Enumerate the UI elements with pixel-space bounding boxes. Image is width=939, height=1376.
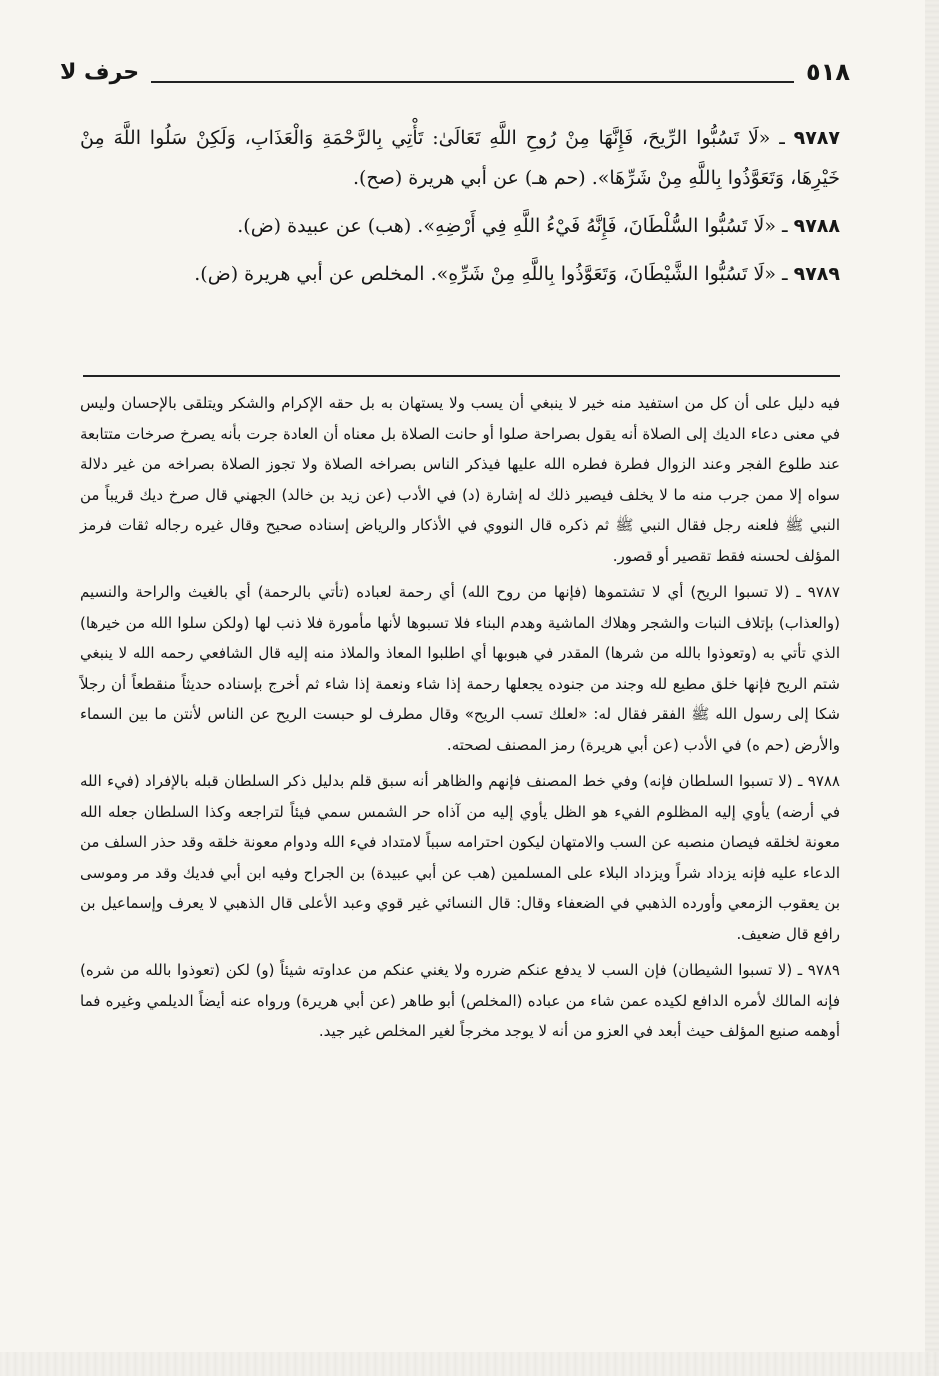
footnote-intro: فيه دليل على أن كل من استفيد منه خير لا ينبغي أن يسب ولا يستهان به بل حقه الإكرام والشكر ويتلقى بالإحسان وليس في معنى دعاء الديك إلى الصلاة أنه يقول بصراحة صلوا أو حانت الصلاة بل معناه أن العادة جرت بأنه يصرخ صرخات متتابعة عند طلوع الفجر وعند الزوال فطرة فطره الله عليها فيذكر الناس بصراخه الصلاة ولا تجوز الصلاة بصراخه من غير دلالة سواه إلا ممن جرب منه ما لا يخلف فيصير ذلك له إشارة (د) في الأدب (عن زيد بن خالد) الجهني قال صرخ ديك قريباً من النبي ﷺ فلعنه رجل فقال النبي ﷺ ثم ذكره قال النووي في الأذكار والرياض إسناده صحيح وقال غيره رجاله ثقات فرمز المؤلف لحسنه فقط تقصير أو قصور. <box>80 394 840 565</box>
hadith-text: ـ «لَا تَسُبُّوا السُّلْطَانَ، فَإِنَّهُ فَيْءُ اللَّهِ فِي أَرْضِهِ». (هب) عن عبيدة (ض). <box>237 215 788 237</box>
page-edge-bottom <box>0 1352 939 1376</box>
hadith-entry <box>80 118 840 198</box>
footnote-9787: ٩٧٨٧ ـ (لا تسبوا الريح) أي لا تشتموها (فإنها من روح الله) أي رحمة لعباده (تأتي بالرحمة) أي بالغيث والراحة والنسيم (والعذاب) بإتلاف النبات والشجر وهلاك الماشية وهدم البناء فلا تسبوها لأنها مأمورة فلا ذنب لها (ولكن سلوا الله من خيرها) الذي تأتي به (وتعوذوا بالله من شرها) المقدر في هبوبها أي اطلبوا المعاذ والملاذ منه إليه قال الشافعي رحمه الله لا ينبغي شتم الريح فإنها خلق مطيع لله وجند من جنوده يجعلها رحمة إذا شاء ونعمة إذا شاء ثم أخرج بإسناده حديثاً منقطعاً أن رجلاً شكا إلى رسول الله ﷺ الفقر فقال له: «لعلك تسب الريح» وقال مطرف لو حبست الريح عن الناس لأنتن ما بين السماء والأرض (حم ه) في الأدب (عن أبي هريرة) رمز المصنف لصحته. <box>80 583 840 754</box>
page-header <box>60 52 850 92</box>
page-edge-right <box>925 0 939 1376</box>
hadith-number: ٩٧٨٧ <box>793 127 840 149</box>
hadith-text: ـ «لَا تَسُبُّوا الرِّيحَ، فَإِنَّهَا مِنْ رُوحِ اللَّهِ تَعَالَىٰ: تَأْتِي بِالرَّحْمَةِ وَالْعَذَابِ، وَلَكِنْ سَلُوا اللَّهَ مِنْ خَيْرِهَا، وَتَعَوَّذُوا بِاللَّهِ مِنْ شَرِّهَا». (حم هـ) عن أبي هريرة (صح). <box>80 127 840 189</box>
footnote-9788: ٩٧٨٨ ـ (لا تسبوا السلطان فإنه) وفي خط المصنف فإنهم والظاهر أنه سبق قلم بدليل ذكر السلطان قبله بالإفراد (فيء الله في أرضه) يأوي إليه المظلوم الفيء هو الظل يأوي إليه من آذاه حر الشمس سمي فيئاً لتراجعه وكذا السلطان جعله الله معونة لخلقه فيصان منصبه عن السب والامتهان ليكون احترامه سبباً لامتداد فيء الله ودوام معونة خلقه وقد حذر السلف من الدعاء عليه فإنه يزداد شراً ويزداد البلاء على المسلمين (هب عن أبي عبيدة) بن الجراح وفيه ابن أبي فديك وقد مر وموسى بن يعقوب الزمعي وأورده الذهبي في الضعفاء وقال: قال النسائي غير قوي وعبد الأعلى قال الذهبي لا يعرف وإسماعيل بن رافع قال ضعيف. <box>80 772 840 943</box>
hadith-number: ٩٧٨٨ <box>793 215 840 237</box>
chapter-title: حرف لا <box>60 59 140 85</box>
hadith-text: ـ «لَا تَسُبُّوا الشَّيْطَانَ، وَتَعَوَّذُوا بِاللَّهِ مِنْ شَرِّهِ». المخلص عن أبي هريرة (ض). <box>194 263 788 285</box>
main-text <box>80 118 840 294</box>
page-number: ٥١٨ <box>806 58 850 86</box>
footnote-divider <box>83 375 840 377</box>
hadith-number: ٩٧٨٩ <box>793 263 840 285</box>
hadith-entry <box>80 254 840 294</box>
hadith-entry <box>80 206 840 246</box>
header-rule <box>151 81 794 83</box>
footnote-9789: ٩٧٨٩ ـ (لا تسبوا الشيطان) فإن السب لا يدفع عنكم ضرره ولا يغني عنكم من عداوته شيئاً (و) لكن (تعوذوا بالله من شره) فإنه المالك لأمره الدافع لكيده عمن شاء من عباده (المخلص) أبو طاهر (عن أبي هريرة) ورواه عنه أيضاً الديلمي وغيره فما أوهمه صنيع المؤلف حيث أبعد في العزو من أنه لا يوجد مخرجاً لغير المخلص غير جيد. <box>80 961 840 1040</box>
commentary-footnotes <box>80 388 840 1047</box>
